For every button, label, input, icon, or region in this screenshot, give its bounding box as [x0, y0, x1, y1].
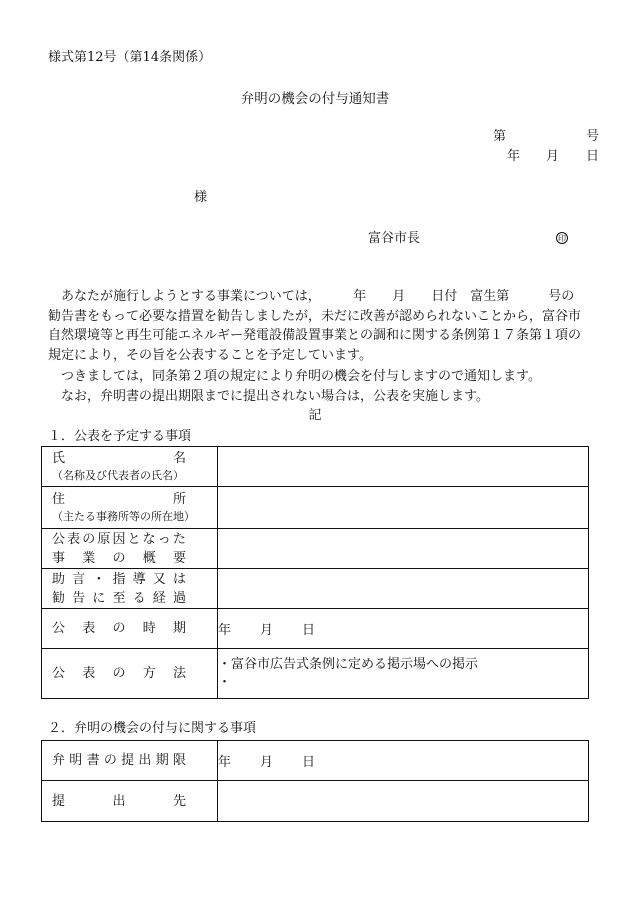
addressee-suffix: 様	[194, 190, 208, 205]
row-label	[42, 487, 218, 529]
label-char: の	[112, 621, 126, 636]
row-label	[42, 741, 218, 781]
label-char: と	[127, 531, 141, 547]
section-1-table	[41, 446, 589, 699]
ki-marker: 記	[308, 408, 322, 423]
body-line: 自然環境等と再生可能エネルギー発電設備設置事業との調和に関する条例第１７条第１項の	[48, 328, 582, 343]
label-char: 氏	[52, 451, 66, 466]
label-char: の	[112, 550, 126, 566]
date-month: 月	[260, 755, 274, 770]
label-char: 経	[152, 590, 166, 606]
row-value-cell[interactable]	[218, 529, 589, 569]
row-label	[42, 447, 218, 487]
date-day: 日	[585, 149, 599, 164]
table-row	[42, 569, 589, 609]
table-row	[42, 447, 589, 487]
row-label	[42, 569, 218, 609]
label-char: 弁	[52, 753, 66, 768]
row-sublabel: （主たる事務所等の所在地）	[52, 510, 195, 523]
section-2-table	[41, 740, 589, 822]
form-number: 様式第12号（第14条関係）	[48, 50, 212, 65]
table-row	[42, 781, 589, 822]
label-char: 公	[52, 666, 66, 681]
label-char: ・	[92, 571, 106, 587]
date-day: 日	[302, 623, 316, 638]
label-char: 公	[52, 621, 66, 636]
label-char: 出	[112, 793, 126, 809]
label-char: 住	[52, 492, 66, 507]
label-char: の	[82, 531, 96, 547]
label-char: 表	[67, 531, 81, 547]
row-label	[42, 649, 218, 699]
label-char: 期	[172, 621, 186, 636]
method-item: ・	[218, 674, 232, 690]
number-prefix: 第	[493, 129, 507, 144]
date-month: 月	[260, 623, 274, 638]
row-label	[42, 529, 218, 569]
label-char: 原	[97, 531, 111, 547]
label-char: 指	[112, 571, 126, 587]
date-year: 年	[218, 623, 232, 638]
label-char: る	[132, 590, 146, 606]
label-char: 助	[52, 571, 66, 587]
row-sublabel: （名称及び代表者の氏名）	[52, 469, 184, 482]
body-paragraph-3: なお，弁明書の提出期限までに提出されない場合は，公表を実施します。	[61, 389, 489, 404]
section-1-heading: １．公表を予定する事項	[48, 429, 192, 444]
row-label	[42, 609, 218, 649]
body-paragraph-1	[48, 287, 600, 365]
table-row	[42, 529, 589, 569]
row-value-cell[interactable]	[218, 569, 589, 609]
date-year: 年	[507, 149, 521, 164]
method-item: ・富谷市広告式条例に定める掲示場への掲示	[218, 656, 479, 672]
submission-deadline-cell[interactable]	[218, 741, 589, 781]
label-char: の	[103, 753, 117, 768]
label-char: 導	[132, 571, 146, 587]
label-char: た	[172, 531, 186, 547]
label-char: 告	[72, 590, 86, 606]
document-title: 弁明の機会の付与通知書	[240, 91, 390, 107]
table-row	[42, 487, 589, 529]
publication-date-cell[interactable]	[218, 609, 589, 649]
sender-name: 富谷市長	[368, 231, 421, 246]
date-month: 月	[546, 149, 560, 164]
table-row	[42, 609, 589, 649]
label-char: 期	[155, 753, 169, 768]
label-char: 提	[52, 793, 66, 809]
label-char: の	[112, 666, 126, 681]
label-char: 要	[172, 550, 186, 566]
label-char: 事	[52, 550, 66, 566]
label-char: 概	[142, 550, 156, 566]
label-char: 又	[152, 571, 166, 587]
label-char: 法	[172, 666, 186, 681]
body-line: あなたが施行しようとする事業については， 年 月 日付 富生第 号の	[61, 289, 575, 304]
date-year: 年	[218, 755, 232, 770]
label-char: な	[142, 531, 156, 547]
date-day: 日	[302, 755, 316, 770]
submission-destination-cell[interactable]	[218, 781, 589, 822]
row-value-cell[interactable]	[218, 447, 589, 487]
label-char: 業	[82, 550, 96, 566]
number-suffix: 号	[585, 129, 599, 144]
label-char: 名	[172, 451, 186, 466]
label-char: 提	[121, 753, 135, 768]
label-char: 因	[112, 531, 126, 547]
body-line: 勧告書をもって必要な措置を勧告しましたが，未だに改善が認められないことから，富谷市	[48, 308, 582, 324]
label-char: 書	[86, 753, 100, 768]
label-char: は	[172, 571, 186, 587]
section-2-heading: ２．弁明の機会の付与に関する事項	[48, 721, 257, 736]
row-value-cell[interactable]	[218, 487, 589, 529]
body-line: 規定により，その旨を公表することを予定しています。	[48, 347, 372, 363]
label-char: 限	[172, 753, 186, 768]
label-char: 先	[172, 793, 186, 809]
publication-method-cell[interactable]	[218, 649, 589, 699]
seal-mark: 印	[558, 234, 566, 243]
row-label	[42, 781, 218, 822]
label-char: 方	[142, 666, 156, 681]
table-row	[42, 649, 589, 699]
label-char: 勧	[52, 590, 66, 606]
label-char: 至	[112, 590, 126, 606]
label-char: 言	[72, 571, 86, 587]
label-char: 所	[172, 492, 186, 507]
label-char: 表	[82, 666, 96, 681]
label-char: 公	[52, 531, 66, 547]
label-char: 過	[172, 590, 186, 606]
label-char: 出	[138, 753, 152, 768]
body-paragraph-2: つきましては，同条第２項の規定により弁明の機会を付与しますので通知します。	[61, 369, 541, 384]
table-row	[42, 741, 589, 781]
label-char: に	[92, 590, 106, 606]
label-char: 明	[69, 753, 83, 768]
label-char: 表	[82, 621, 96, 636]
label-char: 時	[142, 621, 156, 636]
label-char: っ	[157, 531, 171, 547]
